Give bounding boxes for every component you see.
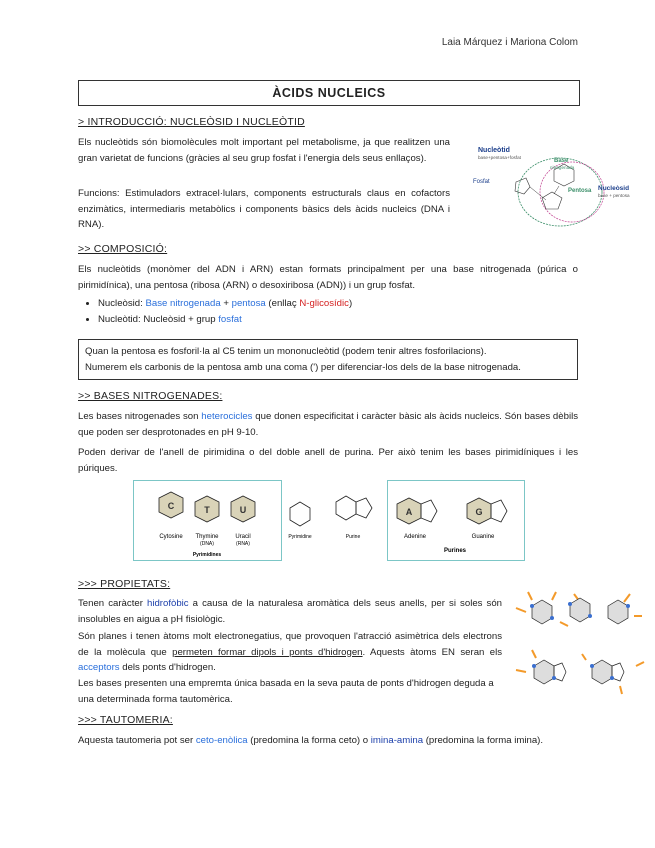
list-item-nucleotid: • Nucleòtid: Nucleòsid + grup fosfat xyxy=(98,312,598,328)
adenine-structure xyxy=(397,498,437,540)
bases-paragraph-2: Poden derivar de l'anell de pirimidina o del doble anell de purina. Per això tenim les bases pirimidíniques i les púriques. xyxy=(78,447,578,474)
svg-text:(DNA): (DNA) xyxy=(200,541,214,547)
author-line: Laia Márquez i Mariona Colom xyxy=(441,37,578,48)
base-label: Base xyxy=(554,158,569,164)
svg-text:C: C xyxy=(167,501,175,511)
base-ring-4 xyxy=(534,660,554,684)
purines-group-label: Purines xyxy=(443,548,467,554)
tautomeria-paragraph: Aquesta tautomeria pot ser ceto-enòlica (predomina la forma ceto) o imina-amina (predomina la forma imina). xyxy=(78,735,544,746)
svg-text:U: U xyxy=(239,505,247,515)
base-ring-2 xyxy=(570,598,590,622)
cytosine-structure xyxy=(159,492,183,540)
nucleosid-sublabel: base + pentosa xyxy=(598,193,630,198)
svg-text:G: G xyxy=(475,507,483,517)
purine-ring xyxy=(336,496,372,540)
intro-paragraph-2: Funcions: Estimuladors extracel·lulars, components estructurals claus en cofactors enzimàtics, intermediaris metabòlics i components bàsics dels àcids nucleics (DNA i RNA). xyxy=(78,188,450,230)
pentosa-label: Pentosa xyxy=(568,188,592,194)
fosfat-label: Fosfat xyxy=(473,179,490,185)
bases-paragraph-1: Les bases nitrogenades son heterocicles que donen especificitat i caràcter bàsic als àcids nucleics. Són bases dèbils que poden ser desprotonades en pH 9-10. xyxy=(78,411,579,438)
base-ring-5 xyxy=(592,660,612,684)
svg-text:Uracil: Uracil xyxy=(235,534,251,540)
composicio-heading: >> COMPOSICIÓ: xyxy=(78,243,168,255)
propietats-paragraph-1: Tenen caràcter hidrofòbic a causa de la naturalesa aromàtica dels seus anells, per si soles són insolubles en aigua a pH fisiològic. xyxy=(78,598,503,625)
note-line-2: Numerem els carbonis de la pentosa amb una coma (') per diferenciar-los dels de la base nitrogenada. xyxy=(85,361,521,373)
propietats-heading: >>> PROPIETATS: xyxy=(78,578,171,590)
svg-text:Cytosine: Cytosine xyxy=(159,534,183,540)
page-title: ÀCIDS NUCLEICS xyxy=(78,80,580,106)
guanine-structure xyxy=(467,498,507,540)
hydrogen-bond-diagram xyxy=(512,586,652,706)
note-line-1: Quan la pentosa es fosforil·la al C5 tenim un mononucleòtid (podem tenir altres fosforilacions). xyxy=(85,346,487,357)
mononucleotide-note-box xyxy=(78,339,578,380)
nucleosid-label: Nucleòsid xyxy=(598,185,630,192)
base-ring-3 xyxy=(608,600,628,624)
list-item-nucleosid: • Nucleòsid: Base nitrogenada + pentosa (enllaç N-glicosídic) xyxy=(98,296,598,312)
svg-text:Pyrimidine: Pyrimidine xyxy=(288,534,312,540)
intro-heading: > INTRODUCCIÓ: NUCLEÒSID I NUCLEÒTID xyxy=(78,116,305,128)
thymine-structure xyxy=(195,496,219,547)
base-sublabel: nitrogenada xyxy=(550,165,575,170)
propietats-paragraph-3: Les bases presenten una empremta única basada en la seva pauta de ponts d'hidrogen deguda a una determinada forma tautomèrica. xyxy=(78,678,494,705)
pyrimidine-ring xyxy=(288,502,312,540)
svg-text:Adenine: Adenine xyxy=(403,534,427,540)
nucleotide-diagram xyxy=(470,140,648,228)
svg-text:Thymine: Thymine xyxy=(195,534,219,540)
tautomeria-heading: >>> TAUTOMERIA: xyxy=(78,714,173,726)
composicio-paragraph: Els nucleòtids (monòmer del ADN i ARN) estan formats principalment per una base nitrogenada (púrica o pirimidínica), una pentosa (ribosa (ARN) o desoxiribosa (ADN)) i un grup fosfat. xyxy=(78,264,578,291)
svg-text:T: T xyxy=(204,505,210,515)
svg-text:Guanine: Guanine xyxy=(471,534,495,540)
propietats-paragraph-2: Són planes i tenen àtoms molt electronegatius, que provoquen l'atracció asimètrica dels electrons de la molècula que permeten formar dipols i ponts d'hidrogen. Aquests àtoms EN seran els acceptors dels ponts d'hidrogen. xyxy=(78,631,503,673)
intro-paragraph-1: Els nucleòtids són biomolècules molt important pel metabolisme, ja que realitzen una gran varietat de funcions (gràcies al seu grup fosfat i l'energia dels seus enllaços). xyxy=(78,137,450,164)
nucleotid-sublabel: base+pentosa+fosfat xyxy=(478,155,521,160)
svg-text:(RNA): (RNA) xyxy=(236,541,250,547)
base-ring-1 xyxy=(532,600,552,624)
uracil-structure xyxy=(231,496,255,547)
bases-heading: >> BASES NITROGENADES: xyxy=(78,390,223,402)
nitrogenous-bases-diagram xyxy=(133,480,525,564)
composicio-list xyxy=(78,296,598,327)
pyrimidines-group-label: Pyrimidines xyxy=(192,552,222,558)
svg-text:A: A xyxy=(405,507,413,517)
svg-text:Purine: Purine xyxy=(345,534,361,540)
nucleotid-label: Nucleòtid xyxy=(478,147,510,154)
